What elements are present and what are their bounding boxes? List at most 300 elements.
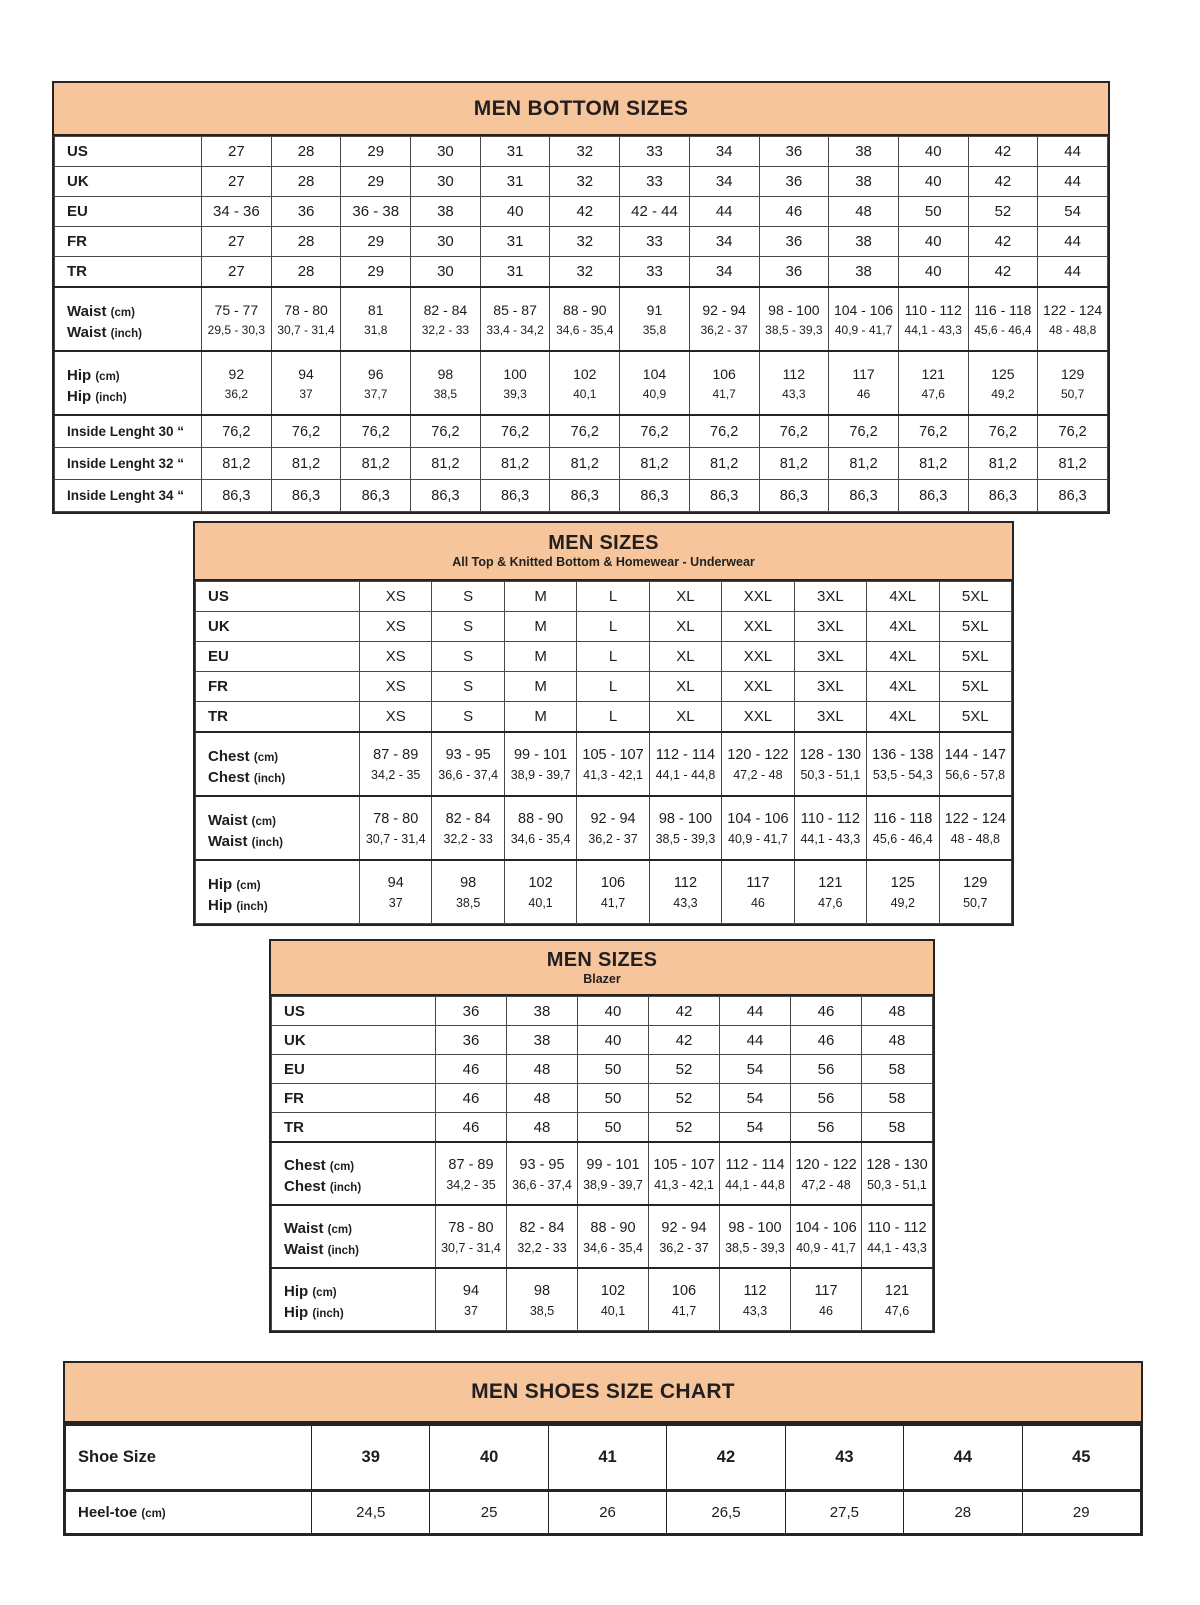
size-cell	[829, 351, 899, 415]
size-cell	[649, 1268, 720, 1331]
size-cell: 30	[411, 167, 481, 197]
size-value-cm: 98	[437, 366, 454, 382]
size-cell: 48	[862, 1026, 933, 1055]
size-value-cm: 93 - 95	[445, 747, 491, 763]
size-cell: 36	[759, 227, 829, 257]
size-cell	[577, 860, 649, 924]
size-value-inch: 46	[750, 896, 765, 910]
row-label-line	[284, 1240, 435, 1261]
size-cell: 44	[689, 197, 759, 227]
size-cell: 42	[649, 997, 720, 1026]
row-label: Chest	[284, 1178, 326, 1195]
size-cell: 25	[430, 1491, 548, 1534]
size-value-cm: 117	[852, 366, 875, 382]
size-cell: 86,3	[550, 480, 620, 512]
row-label-line	[208, 768, 359, 789]
size-cell: 29	[341, 137, 411, 167]
size-cell: XS	[360, 642, 432, 672]
size-cell: 5XL	[939, 672, 1012, 702]
size-cell	[898, 287, 968, 351]
size-value-inch: 41,7	[671, 1303, 697, 1318]
row-label: Inside Lenght 32 “	[67, 456, 185, 471]
size-cell: 86,3	[620, 480, 690, 512]
size-value-inch: 37,7	[364, 387, 388, 401]
size-cell: 86,3	[1038, 480, 1108, 512]
table-row	[196, 702, 1012, 733]
size-cell: 36	[271, 197, 341, 227]
table-row	[55, 227, 1108, 257]
size-value-inch: 45,6 - 46,4	[974, 323, 1032, 337]
size-cell	[720, 1205, 791, 1268]
row-unit: (inch)	[236, 900, 268, 913]
row-label-line	[208, 740, 359, 768]
size-value-cm: 125	[890, 875, 915, 891]
size-value-cm: 112	[743, 1282, 767, 1299]
size-cell: XL	[649, 702, 721, 733]
size-value-inch: 47,6	[921, 387, 945, 401]
size-value-inch: 43,3	[742, 1303, 768, 1318]
size-value-inch: 46	[819, 1303, 833, 1318]
row-label: Hip	[208, 875, 233, 893]
size-value-cm: 102	[600, 1282, 626, 1299]
size-cell: 54	[720, 1055, 791, 1084]
row-label-cell	[55, 351, 202, 415]
size-value-cm: 91	[646, 302, 663, 318]
size-value-cm: 120 - 122	[795, 1156, 857, 1173]
size-cell: 32	[550, 257, 620, 288]
size-value-cm: 128 - 130	[866, 1156, 928, 1173]
size-cell: 36	[436, 997, 507, 1026]
table-title: MEN SIZES	[546, 948, 658, 971]
size-value-cm: 75 - 77	[214, 302, 259, 318]
size-cell: XXL	[722, 672, 794, 702]
size-cell: M	[504, 672, 576, 702]
size-cell: 30	[411, 257, 481, 288]
table-row	[66, 1491, 1141, 1534]
size-cell	[507, 1142, 578, 1205]
size-cell: XS	[360, 672, 432, 702]
size-value-inch: 36,2 - 37	[588, 832, 638, 846]
row-label: Inside Lenght 30 “	[67, 424, 185, 439]
size-cell: 36	[759, 137, 829, 167]
size-cell: 76,2	[480, 415, 550, 448]
size-cell: 76,2	[341, 415, 411, 448]
table-row	[55, 351, 1108, 415]
table-men-sizes-top	[193, 521, 1014, 926]
size-cell: XXL	[722, 612, 794, 642]
size-cell: 58	[862, 1055, 933, 1084]
size-value-cm: 102	[573, 366, 597, 382]
size-cell	[360, 796, 432, 860]
size-cell	[794, 860, 866, 924]
size-value-inch: 37	[388, 896, 403, 910]
size-cell	[578, 1205, 649, 1268]
size-cell	[550, 351, 620, 415]
size-value-inch: 47,6	[818, 896, 843, 910]
size-cell: 86,3	[271, 480, 341, 512]
size-value-cm: 96	[367, 366, 384, 382]
size-cell: XS	[360, 612, 432, 642]
size-value-inch: 38,5	[455, 896, 481, 910]
size-value-cm: 112 - 114	[655, 747, 716, 763]
size-value-inch: 31,8	[364, 323, 388, 337]
size-value-inch: 40,1	[528, 896, 553, 910]
size-cell: 27	[202, 257, 272, 288]
size-value-cm: 92	[228, 366, 245, 382]
size-cell: 44	[904, 1425, 1022, 1491]
size-cell: 3XL	[794, 702, 866, 733]
size-cell: 81,2	[202, 448, 272, 480]
row-label: EU	[284, 1060, 305, 1078]
size-cell: 41	[548, 1425, 666, 1491]
row-label: Waist	[284, 1241, 324, 1258]
size-cell: 40	[430, 1425, 548, 1491]
size-value-inch: 47,2 - 48	[733, 768, 783, 782]
size-value-inch: 32,2 - 33	[421, 323, 470, 337]
size-cell	[722, 732, 794, 796]
size-cell: 86,3	[759, 480, 829, 512]
size-cell: 34	[689, 227, 759, 257]
size-value-cm: 94	[298, 366, 314, 382]
size-cell	[577, 796, 649, 860]
size-cell	[432, 860, 504, 924]
size-cell: S	[432, 702, 504, 733]
size-cell: 42	[550, 197, 620, 227]
size-value-inch: 53,5 - 54,3	[872, 768, 933, 782]
size-cell	[411, 287, 481, 351]
row-label-cell	[55, 167, 202, 197]
table-row	[55, 287, 1108, 351]
size-cell	[867, 796, 939, 860]
size-cell: 54	[720, 1113, 791, 1143]
size-cell	[1038, 351, 1108, 415]
row-label: Chest	[208, 747, 250, 765]
row-label: Hip	[67, 366, 92, 384]
row-unit: (inch)	[251, 836, 283, 849]
size-cell: 33	[620, 167, 690, 197]
size-cell: 40	[480, 197, 550, 227]
size-cell: 42	[968, 227, 1038, 257]
row-label: US	[67, 143, 88, 160]
size-cell: 34	[689, 167, 759, 197]
row-label: US	[284, 1002, 305, 1020]
size-cell: 38	[507, 997, 578, 1026]
size-cell: 4XL	[867, 702, 939, 733]
size-cell: 86,3	[898, 480, 968, 512]
size-cell: 32	[550, 167, 620, 197]
size-value-inch: 38,5	[529, 1303, 555, 1318]
size-cell: 44	[1038, 257, 1108, 288]
size-value-inch: 48 - 48,8	[1048, 323, 1097, 337]
size-value-inch: 40,9 - 41,7	[834, 323, 893, 337]
size-cell: 31	[480, 227, 550, 257]
row-label-cell	[66, 1491, 312, 1534]
size-cell: 38	[507, 1026, 578, 1055]
table-row	[196, 860, 1012, 924]
size-cell: 44	[1038, 227, 1108, 257]
row-unit: (inch)	[312, 1308, 344, 1320]
size-cell	[504, 860, 576, 924]
size-cell: 27	[202, 137, 272, 167]
size-value-cm: 99 - 101	[586, 1156, 640, 1173]
size-cell	[867, 860, 939, 924]
size-cell	[436, 1205, 507, 1268]
row-label-cell	[272, 1084, 436, 1113]
size-value-cm: 104 - 106	[795, 1219, 857, 1236]
size-value-cm: 88 - 90	[590, 1219, 636, 1236]
size-cell: 28	[271, 167, 341, 197]
size-value-cm: 136 - 138	[872, 747, 934, 763]
size-value-inch: 41,7	[600, 896, 626, 910]
size-value-inch: 49,2	[991, 387, 1015, 401]
size-cell	[202, 351, 272, 415]
row-label: Chest	[284, 1157, 326, 1174]
size-cell: S	[432, 642, 504, 672]
size-cell: 42	[968, 167, 1038, 197]
size-cell: 86,3	[202, 480, 272, 512]
size-value-inch: 38,5 - 39,3	[655, 832, 716, 846]
size-cell: 45	[1022, 1425, 1140, 1491]
row-label-line	[208, 832, 359, 853]
size-cell: 3XL	[794, 582, 866, 612]
size-value-cm: 122 - 124	[944, 811, 1006, 827]
size-value-inch: 30,7 - 31,4	[365, 832, 426, 846]
size-value-inch: 34,6 - 35,4	[556, 323, 614, 337]
size-cell: S	[432, 582, 504, 612]
size-cell: 34 - 36	[202, 197, 272, 227]
size-cell: 28	[904, 1491, 1022, 1534]
row-unit: (cm)	[236, 879, 261, 892]
row-unit: (inch)	[329, 1182, 362, 1194]
size-cell: S	[432, 612, 504, 642]
size-cell: 54	[720, 1084, 791, 1113]
row-label: FR	[284, 1089, 304, 1107]
size-value-inch: 50,7	[1060, 387, 1085, 401]
row-label-cell	[272, 997, 436, 1026]
row-unit: (cm)	[141, 1508, 166, 1520]
size-cell: 44	[720, 1026, 791, 1055]
row-label-cell	[55, 197, 202, 227]
size-cell: 36	[759, 257, 829, 288]
size-cell: 56	[791, 1055, 862, 1084]
size-cell	[507, 1268, 578, 1331]
size-cell: L	[577, 612, 649, 642]
size-value-cm: 104	[642, 366, 667, 382]
size-value-inch: 50,3 - 51,1	[800, 768, 861, 782]
size-cell	[360, 860, 432, 924]
size-value-cm: 93 - 95	[519, 1156, 565, 1173]
size-cell	[620, 351, 690, 415]
size-value-inch: 30,7 - 31,4	[277, 323, 335, 337]
size-cell: 52	[649, 1084, 720, 1113]
size-value-cm: 112	[782, 366, 805, 382]
size-cell: 33	[620, 227, 690, 257]
row-label-line	[284, 1212, 435, 1240]
size-cell: 76,2	[759, 415, 829, 448]
size-cell: 27,5	[785, 1491, 903, 1534]
size-value-inch: 40,1	[573, 387, 597, 401]
size-cell	[649, 796, 721, 860]
size-cell	[480, 351, 550, 415]
size-cell: 81,2	[968, 448, 1038, 480]
table-row	[55, 415, 1108, 448]
size-cell: 50	[898, 197, 968, 227]
size-cell: 31	[480, 257, 550, 288]
size-cell	[649, 1205, 720, 1268]
size-cell: 48	[507, 1113, 578, 1143]
size-cell	[360, 732, 432, 796]
size-cell	[939, 796, 1012, 860]
row-unit: (inch)	[253, 772, 286, 785]
size-value-cm: 92 - 94	[661, 1219, 707, 1236]
size-cell: M	[504, 702, 576, 733]
size-cell	[862, 1205, 933, 1268]
size-cell: 40	[898, 137, 968, 167]
size-value-cm: 112 - 114	[725, 1156, 785, 1173]
size-cell: 86,3	[829, 480, 899, 512]
row-label: TR	[284, 1118, 304, 1136]
size-cell: 86,3	[689, 480, 759, 512]
size-cell: 76,2	[829, 415, 899, 448]
row-label: EU	[67, 203, 88, 220]
row-label-cell	[196, 796, 360, 860]
size-cell: 5XL	[939, 582, 1012, 612]
size-cell: 5XL	[939, 642, 1012, 672]
size-cell: 42	[667, 1425, 785, 1491]
size-value-cm: 98 - 100	[658, 811, 713, 827]
size-cell: 81,2	[480, 448, 550, 480]
size-cell: 76,2	[898, 415, 968, 448]
size-cell: 29	[341, 167, 411, 197]
size-cell: 40	[898, 167, 968, 197]
size-cell: 81,2	[341, 448, 411, 480]
size-value-cm: 99 - 101	[513, 747, 568, 763]
size-cell	[720, 1142, 791, 1205]
size-cell: M	[504, 612, 576, 642]
size-cell	[620, 287, 690, 351]
size-cell	[271, 351, 341, 415]
size-cell	[649, 1142, 720, 1205]
row-label-line	[208, 896, 359, 917]
size-value-cm: 105 - 107	[653, 1156, 715, 1173]
size-cell	[436, 1268, 507, 1331]
size-value-inch: 32,2 - 33	[517, 1240, 567, 1255]
size-value-cm: 106	[600, 875, 626, 891]
size-cell: 27	[202, 167, 272, 197]
size-cell: XL	[649, 582, 721, 612]
size-cell: 3XL	[794, 672, 866, 702]
row-label-cell	[55, 227, 202, 257]
size-cell	[504, 796, 576, 860]
row-label: Inside Lenght 34 “	[67, 488, 185, 503]
size-value-cm: 117	[746, 875, 770, 891]
row-label: Shoe Size	[78, 1448, 156, 1466]
size-cell	[829, 287, 899, 351]
table-header	[54, 83, 1108, 136]
table-title: MEN BOTTOM SIZES	[473, 96, 689, 120]
row-label-cell	[196, 642, 360, 672]
size-cell	[898, 351, 968, 415]
size-cell: 86,3	[341, 480, 411, 512]
size-cell: 76,2	[620, 415, 690, 448]
size-cell: L	[577, 642, 649, 672]
size-cell	[432, 796, 504, 860]
size-cell: L	[577, 672, 649, 702]
size-value-cm: 88 - 90	[562, 302, 607, 318]
size-value-inch: 44,1 - 43,3	[867, 1240, 927, 1255]
size-value-cm: 78 - 80	[284, 302, 328, 318]
size-value-cm: 94	[387, 875, 404, 891]
size-cell: 42	[649, 1026, 720, 1055]
size-value-inch: 41,3 - 42,1	[583, 768, 643, 782]
size-cell: 5XL	[939, 702, 1012, 733]
size-value-cm: 78 - 80	[448, 1219, 494, 1236]
size-value-cm: 121	[921, 366, 945, 382]
size-value-cm: 92 - 94	[590, 811, 636, 827]
size-value-inch: 36,2 - 37	[659, 1240, 709, 1255]
size-cell: 76,2	[411, 415, 481, 448]
size-cell: 81,2	[271, 448, 341, 480]
size-cell: 27	[202, 227, 272, 257]
row-unit: (cm)	[312, 1287, 337, 1299]
size-value-cm: 129	[1060, 366, 1085, 382]
size-cell	[550, 287, 620, 351]
table-row	[55, 197, 1108, 227]
size-cell: 50	[578, 1084, 649, 1113]
size-cell: 81,2	[898, 448, 968, 480]
size-cell: M	[504, 582, 576, 612]
size-cell: 44	[1038, 167, 1108, 197]
size-cell: 58	[862, 1113, 933, 1143]
size-cell: 32	[550, 227, 620, 257]
row-label-cell	[272, 1113, 436, 1143]
size-cell: 3XL	[794, 642, 866, 672]
table-row	[196, 796, 1012, 860]
row-label-cell	[55, 257, 202, 288]
size-cell: 32	[550, 137, 620, 167]
size-cell	[411, 351, 481, 415]
size-value-inch: 40,9 - 41,7	[728, 832, 788, 846]
row-label-line	[67, 323, 201, 344]
size-value-inch: 46	[856, 387, 871, 401]
size-value-inch: 45,6 - 46,4	[872, 832, 933, 846]
size-cell: 46	[759, 197, 829, 227]
size-value-inch: 40,1	[600, 1303, 626, 1318]
table-row	[55, 167, 1108, 197]
size-cell: 48	[862, 997, 933, 1026]
size-cell: XS	[360, 702, 432, 733]
table-header	[65, 1363, 1141, 1423]
size-cell: 31	[480, 167, 550, 197]
size-value-inch: 44,1 - 44,8	[655, 768, 716, 782]
size-value-cm: 100	[503, 366, 527, 382]
size-cell: 56	[791, 1113, 862, 1143]
row-label-cell	[55, 480, 202, 512]
size-cell: 76,2	[968, 415, 1038, 448]
row-label-cell	[196, 860, 360, 924]
size-cell	[794, 732, 866, 796]
size-value-cm: 87 - 89	[373, 747, 419, 763]
size-cell	[480, 287, 550, 351]
row-label: TR	[67, 263, 87, 280]
size-cell: 46	[436, 1113, 507, 1143]
size-cell: 81,2	[550, 448, 620, 480]
size-cell	[436, 1142, 507, 1205]
size-value-cm: 104 - 106	[727, 811, 789, 827]
row-unit: (inch)	[95, 391, 127, 404]
size-value-cm: 116 - 118	[873, 811, 933, 827]
size-cell: 33	[620, 137, 690, 167]
